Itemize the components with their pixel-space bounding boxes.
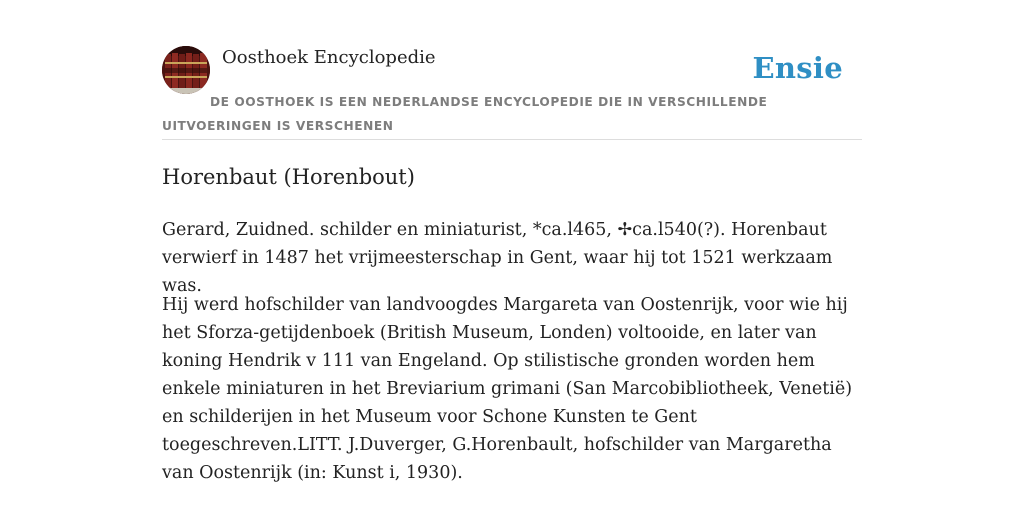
source-tagline: DE OOSTHOEK IS EEN NEDERLANDSE ENCYCLOPEDIE DIE IN VERSCHILLENDE UITVOERINGEN IS VERSCHENEN (162, 95, 768, 133)
source-title[interactable]: Oosthoek Encyclopedie (222, 47, 436, 68)
book-spines-icon[interactable] (162, 46, 210, 94)
site-header (162, 46, 862, 140)
article-paragraph: Gerard, Zuidned. schilder en miniaturist, *ca.l465, ✢ca.l540(?). Horenbaut verwierf in 1487 het vrijmeesterschap in Gent, waar hij tot 1521 werkzaam was. (162, 220, 833, 296)
brand-logo[interactable]: Ensie (752, 51, 843, 85)
header-divider (162, 139, 862, 140)
article-paragraph: Hij werd hofschilder van landvoogdes Margareta van Oostenrijk, voor wie hij het Sforza-getijdenboek (British Museum, Londen) voltooide, en later van koning Hendrik v 111 van Engeland. Op stilistische gronden worden hem enkele miniaturen in het Breviarium grimani (San Marcobibliotheek, Venetië) en schilderijen in het Museum voor Schone Kunsten te Gent toegeschreven.LITT. J.Duverger, G.Horenbault, hofschilder van Margaretha van Oostenrijk (in: Kunst i, 1930). (162, 295, 853, 483)
article-title: Horenbaut (Horenbout) (162, 165, 415, 189)
